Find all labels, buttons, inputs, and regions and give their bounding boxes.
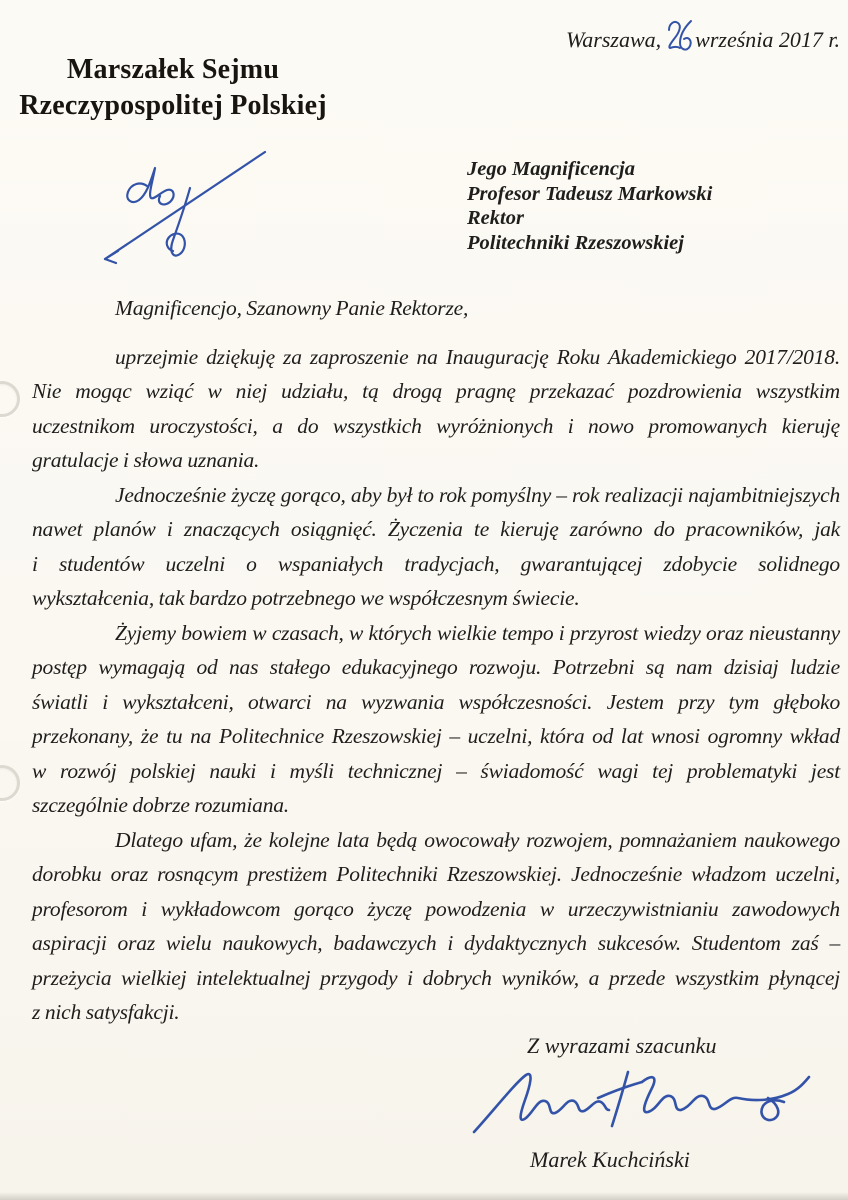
letterhead-line2: Rzeczypospolitej Polskiej (19, 90, 327, 121)
text-line: aspiracji oraz wielu naukowych, badawczych i dydaktycznych sukcesów. Studentom zaś – (32, 931, 840, 955)
text-line: przekonany, że tu na Politechnice Rzeszowskiej – uczelni, która od lat wnosi ogromny wkład (32, 724, 840, 748)
paragraph (32, 823, 840, 1030)
closing-phrase: Z wyrazami szacunku (527, 1033, 717, 1058)
text-line: nawet planów i znaczących osiągnięć. Życzenia te kieruję zarówno do pracowników, jak (32, 517, 840, 541)
recipient-block (467, 157, 712, 255)
text-line: gratulacje i słowa uznania. (32, 448, 260, 472)
date-city: Warszawa, (565, 27, 662, 52)
text-line: uprzejmie dziękuję za zaproszenie na Inaugurację Roku Akademickiego 2017/2018. (115, 344, 840, 369)
text-line: w rozwój polskiej nauki i myśli technicznej – świadomość wagi tej problematyki jest (32, 758, 840, 783)
text-line: Nie mogąc wziąć w niej udziału, tą drogą pragnę przekazać pozdrowienia wszystkim (32, 379, 840, 403)
handwritten-day (665, 18, 693, 54)
letter-body (32, 291, 840, 1030)
text-line: wykształcenia, tak bardzo potrzebnego we współczesnym świecie. (32, 586, 580, 610)
recipient-line: Profesor Tadeusz Markowski (467, 182, 713, 205)
text-line: przeżycia wielkiej intelektualnej przygody i dobrych wyników, a przede wszystkim płynącej (32, 965, 840, 990)
recipient-line: Politechniki Rzeszowskiej (467, 231, 684, 254)
text-line: profesorom i wykładowcom gorąco życzę powodzenia w urzeczywistnianiu zawodowych (32, 896, 840, 921)
recipient-line: Rektor (467, 207, 524, 229)
signature-scribble (468, 1066, 813, 1148)
salutation: Magnificencjo, Szanowny Panie Rektorze, (115, 296, 469, 320)
scan-edge-shadow (0, 1192, 848, 1200)
paragraph (32, 340, 840, 478)
text-line: Żyjemy bowiem w czasach, w których wielkie tempo i przyrost wiedzy oraz nieustanny (115, 620, 840, 645)
text-line: Jednocześnie życzę gorąco, aby był to rok pomyślny – rok realizacji najambitniejszych (115, 482, 840, 507)
letterhead (6, 52, 340, 124)
date-line (566, 18, 840, 55)
date-rest: września 2017 r. (695, 27, 840, 52)
signer-name: Marek Kuchciński (530, 1147, 690, 1172)
paragraph (32, 616, 840, 823)
recipient-line: Jego Magnificencja (467, 158, 635, 180)
text-line: szczególnie dobrze rozumiana. (32, 793, 289, 817)
letterhead-line1: Marszałek Sejmu (66, 54, 280, 85)
handwritten-routing-annotation (95, 146, 275, 271)
text-line: postęp wymagają od nas stałego edukacyjnego rozwoju. Potrzebni są nam dzisiaj ludzie (32, 655, 840, 679)
text-line: i studentów uczelni o wspaniałych tradycjach, gwarantującej zdobycie solidnego (32, 551, 840, 576)
text-line: Dlatego ufam, że kolejne lata będą owocowały rozwojem, pomnażaniem naukowego (115, 827, 840, 852)
text-line: uczestnikom uroczystości, a do wszystkich wyróżnionych i nowo promowanych kieruję (32, 413, 840, 438)
text-line: z nich satysfakcji. (32, 1000, 180, 1024)
punch-hole-top (0, 381, 20, 417)
punch-hole-bottom (0, 765, 20, 801)
text-line: dorobku oraz rosnącym prestiżem Politechniki Rzeszowskiej. Jednocześnie władzom uczelni, (32, 862, 840, 886)
paragraph (32, 478, 840, 616)
text-line: światli i wykształceni, otwarci na wyzwania współczesności. Jestem przy tym głęboko (32, 689, 840, 714)
